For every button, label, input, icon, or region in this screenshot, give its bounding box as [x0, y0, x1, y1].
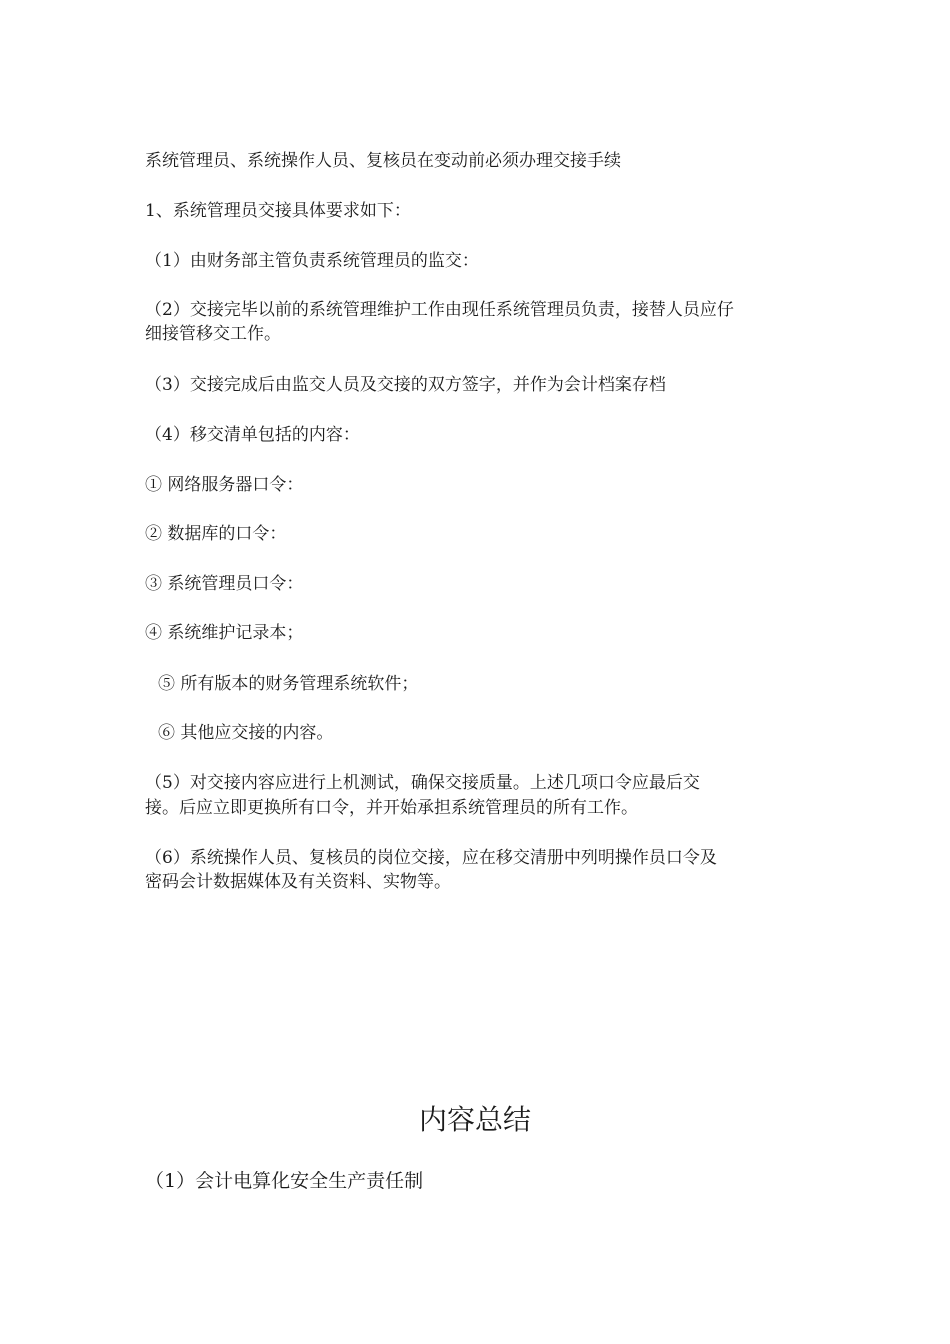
- requirement-item-5-line-1: （5）对交接内容应进行上机测试，确保交接质量。上述几项口令应最后交: [145, 773, 700, 793]
- summary-title: 内容总结: [418, 1103, 531, 1136]
- requirement-item-6-line-2: 密码会计数据媒体及有关资料、实物等。: [145, 872, 451, 892]
- section-1-title: 1、系统管理员交接具体要求如下：: [145, 201, 411, 221]
- document-heading: 系统管理员、系统操作人员、复核员在变动前必须办理交接手续: [145, 151, 621, 171]
- handover-list-item-1: ① 网络服务器口令：: [145, 475, 304, 495]
- handover-list-item-5: ⑤ 所有版本的财务管理系统软件；: [158, 674, 419, 694]
- handover-list-item-2: ② 数据库的口令：: [145, 524, 287, 544]
- requirement-item-2-line-2: 细接管移交工作。: [145, 324, 281, 344]
- requirement-item-6-line-1: （6）系统操作人员、复核员的岗位交接，应在移交清册中列明操作员口令及: [145, 848, 717, 868]
- requirement-item-3: （3）交接完成后由监交人员及交接的双方签字，并作为会计档案存档: [145, 375, 666, 395]
- summary-item-1: （1）会计电算化安全生产责任制: [145, 1170, 424, 1192]
- handover-list-item-4: ④ 系统维护记录本；: [145, 623, 304, 643]
- requirement-item-1: （1）由财务部主管负责系统管理员的监交：: [145, 251, 479, 271]
- requirement-item-2-line-1: （2）交接完毕以前的系统管理维护工作由现任系统管理员负责，接替人员应仔: [145, 300, 734, 320]
- requirement-item-5-line-2: 接。后应立即更换所有口令，并开始承担系统管理员的所有工作。: [145, 798, 638, 818]
- requirement-item-4: （4）移交清单包括的内容：: [145, 425, 360, 445]
- handover-list-item-6: ⑥ 其他应交接的内容。: [158, 723, 334, 743]
- handover-list-item-3: ③ 系统管理员口令：: [145, 574, 304, 594]
